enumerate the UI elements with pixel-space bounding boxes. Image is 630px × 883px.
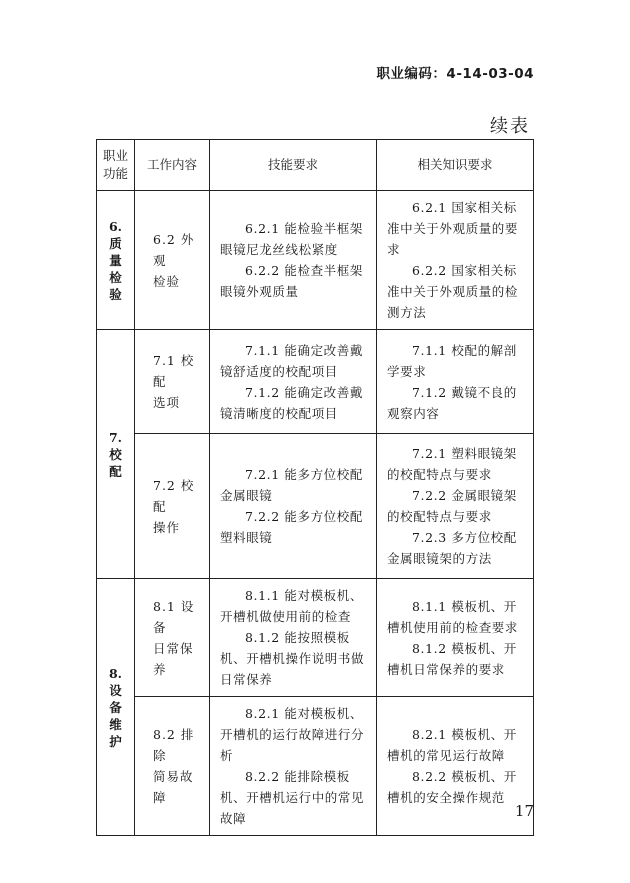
knowledge-cell [377, 330, 534, 434]
table-row [97, 697, 534, 836]
knowledge-cell [377, 697, 534, 836]
skill-cell [210, 191, 377, 330]
skill-cell [210, 697, 377, 836]
skill-cell [210, 330, 377, 434]
table-row [97, 330, 534, 434]
skill-item: 8.1.2 能按照模板机、开槽机操作说明书做日常保养 [220, 630, 365, 687]
knowledge-item: 7.2.1 塑料眼镜架的校配特点与要求 [387, 446, 517, 482]
table-row [97, 579, 534, 697]
knowledge-item: 8.1.1 模板机、开槽机使用前的检查要求 [387, 598, 519, 635]
skill-item: 7.2.2 能多方位校配塑料眼镜 [220, 509, 363, 545]
skill-item: 7.2.1 能多方位校配金属眼镜 [220, 467, 363, 503]
skills-table [96, 139, 534, 836]
table-row [97, 191, 534, 330]
function-cell: 7. 校 配 [97, 330, 135, 579]
table-header-row [97, 140, 534, 191]
work-content-cell: 7.2 校配 操作 [135, 434, 210, 579]
work-content-cell: 7.1 校配 选项 [135, 330, 210, 434]
skill-cell [210, 579, 377, 697]
page-number: 17 [514, 802, 534, 820]
knowledge-item: 8.1.2 模板机、开槽机日常保养的要求 [387, 640, 517, 677]
skill-item: 8.2.2 能排除模板机、开槽机运行中的常见故障 [220, 769, 365, 826]
knowledge-item: 6.2.2 国家相关标准中关于外观质量的检测方法 [387, 263, 519, 320]
occupation-code: 职业编码：4-14-03-04 [376, 66, 534, 82]
knowledge-item: 8.2.1 模板机、开槽机的常见运行故障 [387, 727, 517, 763]
skill-item: 6.2.1 能检验半框架眼镜尼龙丝线松紧度 [220, 221, 363, 257]
knowledge-cell [377, 434, 534, 579]
function-cell: 6. 质 量 检 验 [97, 191, 135, 330]
knowledge-item: 7.1.1 校配的解剖学要求 [387, 342, 517, 379]
knowledge-item: 8.2.2 模板机、开槽机的安全操作规范 [387, 769, 517, 805]
work-content-cell: 8.1 设备 日常保养 [135, 579, 210, 697]
knowledge-item: 7.1.2 戴镜不良的观察内容 [387, 384, 517, 421]
skill-item: 7.1.1 能确定改善戴镜舒适度的校配项目 [220, 342, 363, 379]
knowledge-cell [377, 579, 534, 697]
skill-item: 8.1.1 能对模板机、开槽机做使用前的检查 [220, 588, 363, 624]
work-content-cell: 6.2 外观 检验 [135, 191, 210, 330]
continued-label: 续表 [490, 116, 530, 137]
table-row [97, 434, 534, 579]
header-work-content: 工作内容 [135, 140, 210, 191]
skill-item: 8.2.1 能对模板机、开槽机的运行故障进行分析 [220, 706, 365, 763]
knowledge-item: 6.2.1 国家相关标准中关于外观质量的要求 [387, 200, 519, 257]
function-cell: 8. 设 备 维 护 [97, 579, 135, 836]
knowledge-cell [377, 191, 534, 330]
header-knowledge-requirements: 相关知识要求 [377, 140, 534, 191]
header-skill-requirements: 技能要求 [210, 140, 377, 191]
work-content-cell: 8.2 排除 简易故障 [135, 697, 210, 836]
knowledge-item: 7.2.3 多方位校配金属眼镜架的方法 [387, 530, 517, 566]
skill-item: 6.2.2 能检查半框架眼镜外观质量 [220, 263, 363, 299]
header-function: 职业 功能 [97, 140, 135, 191]
skill-item: 7.1.2 能确定改善戴镜清晰度的校配项目 [220, 384, 363, 421]
skill-cell [210, 434, 377, 579]
knowledge-item: 7.2.2 金属眼镜架的校配特点与要求 [387, 488, 517, 524]
